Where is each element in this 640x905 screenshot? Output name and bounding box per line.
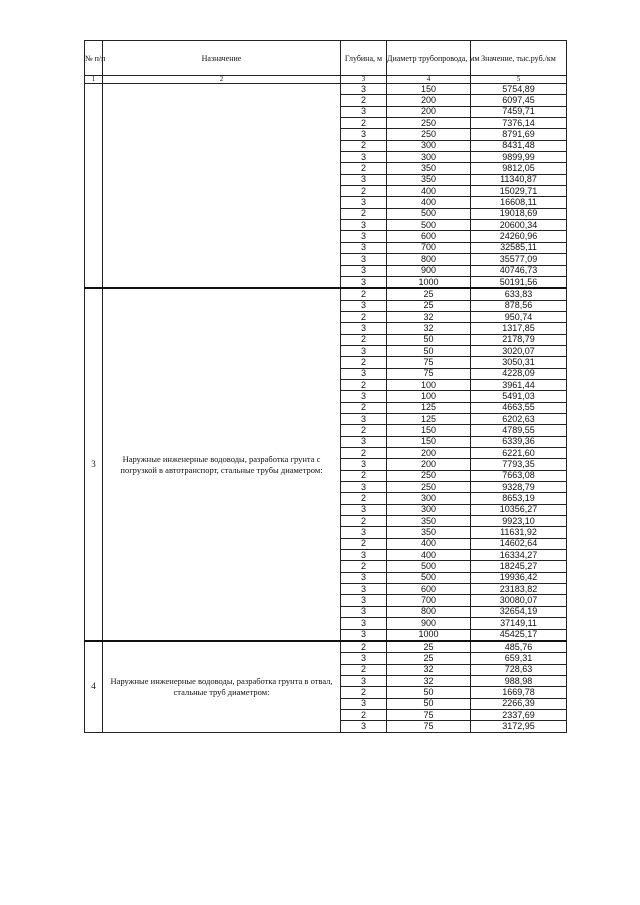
value-cell: 10356,27 [471,504,567,515]
depth-cell: 3 [341,265,387,276]
diameter-cell: 600 [387,231,471,242]
diameter-cell: 500 [387,572,471,583]
value-cell: 2337,69 [471,709,567,720]
diameter-cell: 900 [387,618,471,629]
diameter-cell: 50 [387,698,471,709]
value-cell: 728,63 [471,664,567,675]
diameter-cell: 300 [387,152,471,163]
depth-cell: 3 [341,572,387,583]
diameter-cell: 350 [387,527,471,538]
depth-cell: 2 [341,425,387,436]
section-description [103,84,341,289]
depth-cell: 3 [341,436,387,447]
depth-cell: 2 [341,140,387,151]
depth-cell: 3 [341,129,387,140]
value-cell: 20600,34 [471,220,567,231]
value-cell: 16334,27 [471,550,567,561]
depth-cell: 2 [341,163,387,174]
value-cell: 50191,56 [471,276,567,288]
diameter-cell: 200 [387,459,471,470]
value-cell: 16608,11 [471,197,567,208]
value-cell: 7459,71 [471,106,567,117]
depth-cell: 3 [341,231,387,242]
value-cell: 4228,09 [471,368,567,379]
diameter-cell: 75 [387,709,471,720]
depth-cell: 2 [341,561,387,572]
diameter-cell: 75 [387,721,471,732]
depth-cell: 2 [341,357,387,368]
depth-cell: 3 [341,152,387,163]
table-section [85,84,567,289]
column-number: 1 [85,76,103,84]
depth-cell: 2 [341,641,387,653]
table-row [85,84,567,95]
depth-cell: 3 [341,675,387,686]
diameter-cell: 400 [387,197,471,208]
depth-cell: 2 [341,402,387,413]
diameter-cell: 125 [387,413,471,424]
diameter-cell: 75 [387,357,471,368]
diameter-cell: 300 [387,140,471,151]
depth-cell: 3 [341,197,387,208]
diameter-cell: 150 [387,425,471,436]
value-cell: 633,83 [471,288,567,300]
value-cell: 7376,14 [471,118,567,129]
value-cell: 9812,05 [471,163,567,174]
section-number: 4 [85,641,103,732]
value-cell: 4789,55 [471,425,567,436]
value-cell: 40746,73 [471,265,567,276]
depth-cell: 2 [341,516,387,527]
value-cell: 32585,11 [471,242,567,253]
diameter-cell: 300 [387,504,471,515]
diameter-cell: 700 [387,242,471,253]
depth-cell: 2 [341,687,387,698]
diameter-cell: 150 [387,436,471,447]
depth-cell: 2 [341,186,387,197]
value-cell: 5491,03 [471,391,567,402]
depth-cell: 3 [341,595,387,606]
diameter-cell: 25 [387,641,471,653]
value-cell: 2178,79 [471,334,567,345]
diameter-cell: 25 [387,300,471,311]
depth-cell: 2 [341,470,387,481]
depth-cell: 2 [341,118,387,129]
diameter-cell: 350 [387,174,471,185]
depth-cell: 3 [341,698,387,709]
depth-cell: 2 [341,709,387,720]
diameter-cell: 500 [387,561,471,572]
depth-cell: 3 [341,106,387,117]
diameter-cell: 32 [387,323,471,334]
column-number: 5 [471,76,567,84]
depth-cell: 3 [341,721,387,732]
value-cell: 24260,96 [471,231,567,242]
value-cell: 8431,48 [471,140,567,151]
table-section [85,288,567,641]
table-section [85,641,567,732]
value-cell: 15029,71 [471,186,567,197]
value-cell: 8653,19 [471,493,567,504]
price-table [84,40,567,733]
depth-cell: 2 [341,95,387,106]
depth-cell: 3 [341,606,387,617]
diameter-cell: 600 [387,584,471,595]
diameter-cell: 350 [387,163,471,174]
value-cell: 6202,63 [471,413,567,424]
depth-cell: 3 [341,504,387,515]
diameter-cell: 200 [387,106,471,117]
diameter-cell: 500 [387,208,471,219]
value-cell: 878,56 [471,300,567,311]
depth-cell: 3 [341,550,387,561]
depth-cell: 3 [341,276,387,288]
diameter-cell: 800 [387,254,471,265]
depth-cell: 3 [341,254,387,265]
depth-cell: 2 [341,448,387,459]
value-cell: 6097,45 [471,95,567,106]
depth-cell: 3 [341,300,387,311]
header-depth: Глубина, м [341,41,387,76]
diameter-cell: 400 [387,186,471,197]
diameter-cell: 100 [387,391,471,402]
depth-cell: 3 [341,174,387,185]
depth-cell: 3 [341,653,387,664]
value-cell: 485,76 [471,641,567,653]
depth-cell: 3 [341,391,387,402]
diameter-cell: 250 [387,129,471,140]
diameter-cell: 32 [387,664,471,675]
diameter-cell: 800 [387,606,471,617]
value-cell: 5754,89 [471,84,567,95]
diameter-cell: 100 [387,379,471,390]
diameter-cell: 250 [387,482,471,493]
value-cell: 659,31 [471,653,567,664]
value-cell: 3020,07 [471,345,567,356]
value-cell: 32654,19 [471,606,567,617]
depth-cell: 3 [341,368,387,379]
value-cell: 9923,10 [471,516,567,527]
section-description: Наружные инженерные водоводы, разработка грунта с погрузкой в автотранспорт, стальные трубы диаметром: [103,288,341,641]
table-row [85,641,567,653]
depth-cell: 3 [341,345,387,356]
depth-cell: 3 [341,84,387,95]
section-description: Наружные инженерные водоводы, разработка грунта в отвал, стальные труб диаметром: [103,641,341,732]
header-diameter: Диаметр трубопровода, мм [387,41,471,76]
header-number: № п/п [85,41,103,76]
value-cell: 37149,11 [471,618,567,629]
value-cell: 6339,36 [471,436,567,447]
diameter-cell: 1000 [387,276,471,288]
depth-cell: 3 [341,413,387,424]
value-cell: 45425,17 [471,629,567,641]
column-number: 3 [341,76,387,84]
value-cell: 19936,42 [471,572,567,583]
column-number: 4 [387,76,471,84]
depth-cell: 2 [341,311,387,322]
value-cell: 9899,99 [471,152,567,163]
depth-cell: 2 [341,493,387,504]
value-cell: 1669,78 [471,687,567,698]
value-cell: 3961,44 [471,379,567,390]
value-cell: 4663,55 [471,402,567,413]
depth-cell: 3 [341,584,387,595]
depth-cell: 2 [341,379,387,390]
column-number: 2 [103,76,341,84]
value-cell: 6221,60 [471,448,567,459]
value-cell: 18245,27 [471,561,567,572]
diameter-cell: 32 [387,675,471,686]
diameter-cell: 200 [387,448,471,459]
value-cell: 7793,35 [471,459,567,470]
depth-cell: 2 [341,664,387,675]
value-cell: 3172,95 [471,721,567,732]
value-cell: 2266,39 [471,698,567,709]
value-cell: 950,74 [471,311,567,322]
table-header-row [85,41,567,76]
diameter-cell: 900 [387,265,471,276]
diameter-cell: 50 [387,687,471,698]
diameter-cell: 400 [387,550,471,561]
section-number: 3 [85,288,103,641]
diameter-cell: 1000 [387,629,471,641]
depth-cell: 3 [341,482,387,493]
depth-cell: 3 [341,242,387,253]
value-cell: 23183,82 [471,584,567,595]
value-cell: 7663,08 [471,470,567,481]
value-cell: 14602,64 [471,538,567,549]
diameter-cell: 50 [387,345,471,356]
header-name: Назначение [103,41,341,76]
depth-cell: 2 [341,288,387,300]
section-number [85,84,103,289]
value-cell: 19018,69 [471,208,567,219]
depth-cell: 3 [341,220,387,231]
diameter-cell: 25 [387,653,471,664]
depth-cell: 3 [341,629,387,641]
value-cell: 8791,69 [471,129,567,140]
header-value: Значение, тыс.руб./км [471,41,567,76]
value-cell: 988,98 [471,675,567,686]
table-row [85,288,567,300]
diameter-cell: 350 [387,516,471,527]
value-cell: 11340,87 [471,174,567,185]
depth-cell: 3 [341,323,387,334]
diameter-cell: 400 [387,538,471,549]
depth-cell: 2 [341,334,387,345]
column-number-row [85,76,567,84]
diameter-cell: 25 [387,288,471,300]
value-cell: 30080,07 [471,595,567,606]
diameter-cell: 300 [387,493,471,504]
diameter-cell: 75 [387,368,471,379]
value-cell: 1317,85 [471,323,567,334]
depth-cell: 2 [341,208,387,219]
depth-cell: 3 [341,527,387,538]
diameter-cell: 250 [387,118,471,129]
value-cell: 11631,92 [471,527,567,538]
depth-cell: 2 [341,538,387,549]
diameter-cell: 200 [387,95,471,106]
value-cell: 3050,31 [471,357,567,368]
diameter-cell: 500 [387,220,471,231]
diameter-cell: 700 [387,595,471,606]
diameter-cell: 32 [387,311,471,322]
value-cell: 35577,09 [471,254,567,265]
depth-cell: 3 [341,618,387,629]
diameter-cell: 150 [387,84,471,95]
diameter-cell: 250 [387,470,471,481]
value-cell: 9328,79 [471,482,567,493]
diameter-cell: 50 [387,334,471,345]
diameter-cell: 125 [387,402,471,413]
depth-cell: 3 [341,459,387,470]
